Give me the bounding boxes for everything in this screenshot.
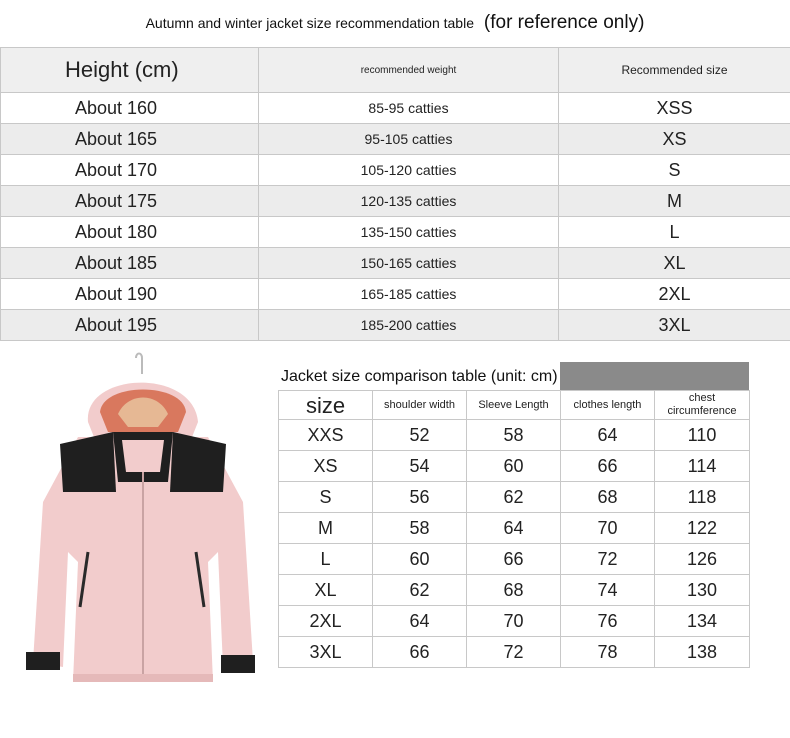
- table-row: [1, 279, 790, 310]
- cell-shoulder-width: 56: [373, 482, 467, 513]
- size-recommendation-table: [0, 47, 790, 341]
- header-chest-circumference: chest circumference: [655, 391, 750, 420]
- cell-height: About 190: [1, 279, 259, 310]
- table-row: [279, 575, 750, 606]
- cell-clothes-length: 68: [561, 482, 655, 513]
- cell-clothes-length: 70: [561, 513, 655, 544]
- cell-height: About 195: [1, 310, 259, 341]
- cell-sleeve-length: 66: [467, 544, 561, 575]
- cell-size: XS: [279, 451, 373, 482]
- cell-sleeve-length: 62: [467, 482, 561, 513]
- cell-sleeve-length: 64: [467, 513, 561, 544]
- cell-clothes-length: 64: [561, 420, 655, 451]
- cell-size: 2XL: [279, 606, 373, 637]
- header-size: Recommended size: [559, 48, 790, 93]
- page-title: [0, 12, 790, 34]
- cell-size: S: [559, 155, 790, 186]
- cell-shoulder-width: 54: [373, 451, 467, 482]
- cell-chest-circumference: 114: [655, 451, 750, 482]
- cell-shoulder-width: 58: [373, 513, 467, 544]
- cell-chest-circumference: 130: [655, 575, 750, 606]
- cell-chest-circumference: 110: [655, 420, 750, 451]
- comparison-header-bar: [560, 362, 749, 390]
- cell-height: About 180: [1, 217, 259, 248]
- cell-weight: 165-185 catties: [259, 279, 559, 310]
- cell-chest-circumference: 134: [655, 606, 750, 637]
- cell-size: XL: [279, 575, 373, 606]
- cell-size: S: [279, 482, 373, 513]
- cell-sleeve-length: 72: [467, 637, 561, 668]
- cell-weight: 105-120 catties: [259, 155, 559, 186]
- cell-clothes-length: 74: [561, 575, 655, 606]
- comparison-title: Jacket size comparison table (unit: cm): [281, 368, 558, 385]
- cell-shoulder-width: 60: [373, 544, 467, 575]
- cell-sleeve-length: 60: [467, 451, 561, 482]
- table-row: [1, 93, 790, 124]
- table-row: [1, 155, 790, 186]
- cell-size: 3XL: [559, 310, 790, 341]
- cell-clothes-length: 76: [561, 606, 655, 637]
- title-main: Autumn and winter jacket size recommendation table: [145, 15, 474, 31]
- header-weight: recommended weight: [259, 48, 559, 93]
- cell-weight: 120-135 catties: [259, 186, 559, 217]
- table-header-row: [1, 48, 790, 93]
- cell-chest-circumference: 122: [655, 513, 750, 544]
- cell-size: M: [559, 186, 790, 217]
- cell-chest-circumference: 138: [655, 637, 750, 668]
- table-row: [1, 248, 790, 279]
- cell-height: About 185: [1, 248, 259, 279]
- cell-shoulder-width: 62: [373, 575, 467, 606]
- table-row: [279, 544, 750, 575]
- cell-sleeve-length: 68: [467, 575, 561, 606]
- cell-clothes-length: 78: [561, 637, 655, 668]
- size-comparison-table: [278, 390, 750, 668]
- cell-height: About 165: [1, 124, 259, 155]
- jacket-illustration: [18, 352, 263, 697]
- cell-sleeve-length: 58: [467, 420, 561, 451]
- cell-size: XSS: [559, 93, 790, 124]
- table-row: [1, 186, 790, 217]
- cell-clothes-length: 72: [561, 544, 655, 575]
- cell-weight: 95-105 catties: [259, 124, 559, 155]
- cell-sleeve-length: 70: [467, 606, 561, 637]
- table-row: [279, 513, 750, 544]
- cell-size: M: [279, 513, 373, 544]
- cell-weight: 150-165 catties: [259, 248, 559, 279]
- table-row: [279, 606, 750, 637]
- cell-weight: 85-95 catties: [259, 93, 559, 124]
- table-row: [279, 451, 750, 482]
- cell-size: 3XL: [279, 637, 373, 668]
- cell-size: L: [279, 544, 373, 575]
- cell-chest-circumference: 118: [655, 482, 750, 513]
- table-row: [279, 482, 750, 513]
- header-height: Height (cm): [1, 48, 259, 93]
- cell-shoulder-width: 66: [373, 637, 467, 668]
- table-row: [1, 310, 790, 341]
- table-row: [1, 124, 790, 155]
- cell-size: L: [559, 217, 790, 248]
- cell-height: About 160: [1, 93, 259, 124]
- cell-clothes-length: 66: [561, 451, 655, 482]
- header-shoulder-width: shoulder width: [373, 391, 467, 420]
- table-row: [1, 217, 790, 248]
- header-size: size: [279, 391, 373, 420]
- cell-size: XL: [559, 248, 790, 279]
- cell-shoulder-width: 52: [373, 420, 467, 451]
- cell-weight: 135-150 catties: [259, 217, 559, 248]
- title-note: (for reference only): [483, 12, 645, 33]
- table-row: [279, 420, 750, 451]
- cell-size: XS: [559, 124, 790, 155]
- cell-size: 2XL: [559, 279, 790, 310]
- header-clothes-length: clothes length: [561, 391, 655, 420]
- header-sleeve-length: Sleeve Length: [467, 391, 561, 420]
- cell-size: XXS: [279, 420, 373, 451]
- cell-shoulder-width: 64: [373, 606, 467, 637]
- cell-height: About 170: [1, 155, 259, 186]
- cell-chest-circumference: 126: [655, 544, 750, 575]
- table-row: [279, 637, 750, 668]
- cell-height: About 175: [1, 186, 259, 217]
- cell-weight: 185-200 catties: [259, 310, 559, 341]
- table-header-row: [279, 391, 750, 420]
